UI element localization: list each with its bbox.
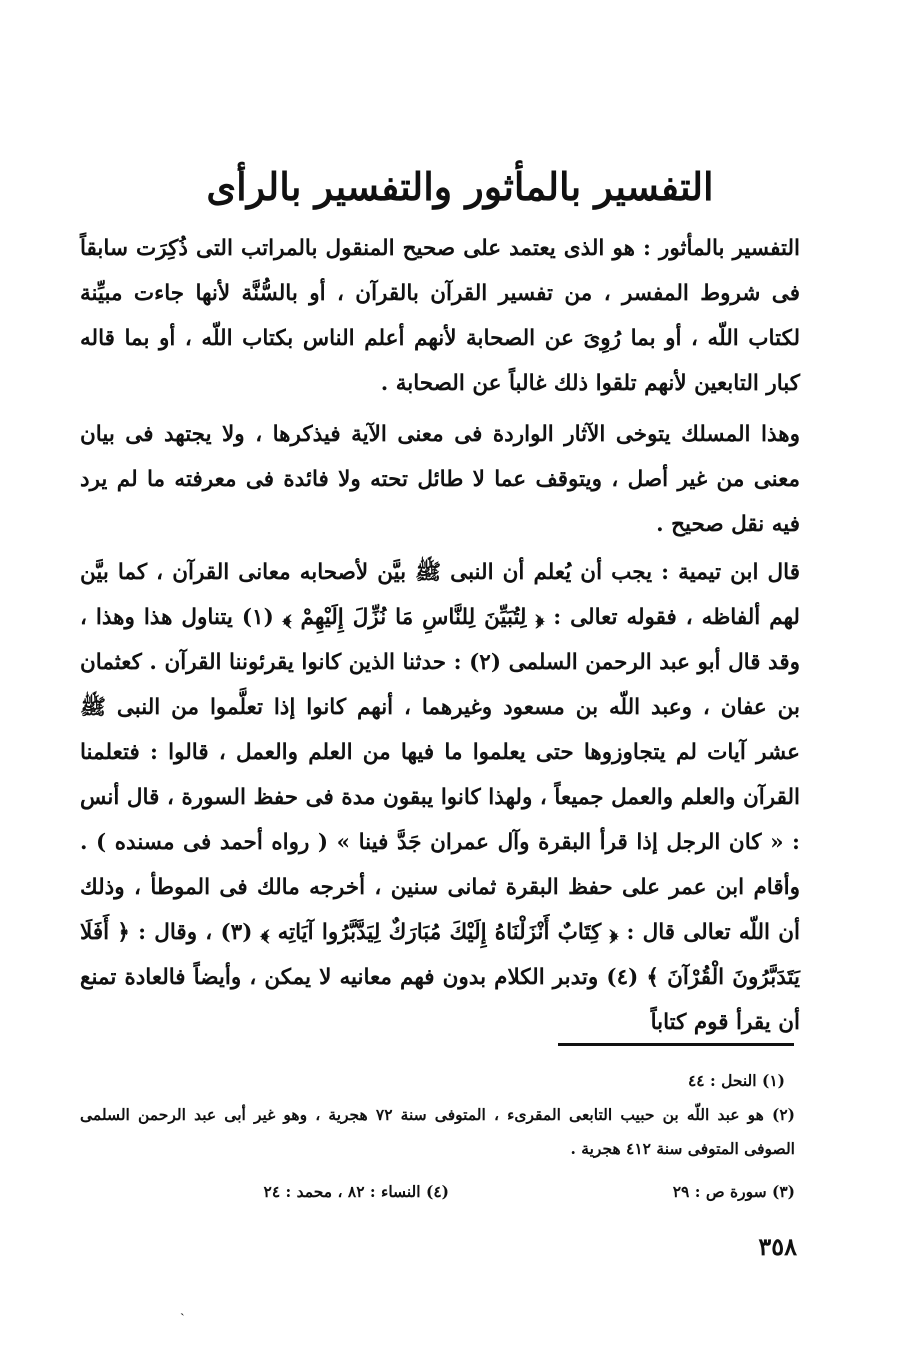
- footnote-2: (٢) هو عبد اللّه بن حبيب التابعى المقرىء ، المتوفى سنة ٧٢ هجرية ، وهو غير أبى عبد الرحمن السلمى الصوفى المتوفى سنة ٤١٢ هجرية .: [80, 1105, 796, 1158]
- paragraph-1: التفسير بالمأثور : هو الذى يعتمد على صحيح المنقول بالمراتب التى ذُكِرَت سابقاً فى شروط المفسر ، من تفسير القرآن بالقرآن ، أو بالسُّنَّة لأنها جاءت مبيِّنة لكتاب اللّه ، أو بما رُوِىَ عن الصحابة لأنهم أعلم الناس بكتاب اللّه ، أو بما قاله كبار التابعين لأنهم تلقوا ذلك غالباً عن الصحابة .: [80, 236, 800, 396]
- footnote-3: (٣) سورة ص : ٢٩: [672, 1182, 795, 1201]
- footnote-separator: [558, 1043, 794, 1046]
- page-number: ٣٥٨: [758, 1232, 797, 1261]
- page-title: التفسير بالمأثور والتفسير بالرأى: [206, 164, 714, 209]
- paragraph-3: قال ابن تيمية : يجب أن يُعلم أن النبى ﷺ بيَّن لأصحابه معانى القرآن ، كما بيَّن لهم ألفاظه ، فقوله تعالى : ﴿ لِتُبَيِّنَ لِلنَّاسِ مَا نُزِّلَ إِلَيْهِمْ ﴾ (١) يتناول هذا وهذا ، وقد قال أبو عبد الرحمن السلمى (٢) : حدثنا الذين كانوا يقرئوننا القرآن . كعثمان بن عفان ، وعبد اللّه بن مسعود وغيرهما ، أنهم كانوا إذا تعلَّموا من النبى ﷺ عشر آيات لم يتجاوزوها حتى يعلموا ما فيها من العلم والعمل ، قالوا : فتعلمنا القرآن والعلم والعمل جميعاً ، ولهذا كانوا يبقون مدة فى حفظ السورة ، قال أنس : « كان الرجل إذا قرأ البقرة وآل عمران جَدَّ فينا » ( رواه أحمد فى مسنده ) . وأقام ابن عمر على حفظ البقرة ثمانى سنين ، أخرجه مالك فى الموطأ ، وذلك أن اللّه تعالى قال : ﴿ كِتَابٌ أَنْزَلْنَاهُ إِلَيْكَ مُبَارَكٌ لِيَدَّبَّرُوا آيَاتِه ﴾ (٣) ، وقال : ﴿ أَفَلَا يَتَدَبَّرُونَ الْقُرْآنَ ﴾ (٤) وتدبر الكلام بدون فهم معانيه لا يمكن ، وأيضاً فالعادة تمنع أن يقرأ قوم كتاباً: [80, 560, 801, 1035]
- stray-ink-mark: ˴: [180, 1305, 185, 1321]
- paragraph-2: وهذا المسلك يتوخى الآثار الواردة فى معنى الآية فيذكرها ، ولا يجتهد فى بيان معنى من غير أصل ، ويتوقف عما لا طائل تحته ولا فائدة فى معرفته ما لم يرد فيه نقل صحيح .: [80, 422, 800, 537]
- footnote-1: (١) النحل : ٤٤: [687, 1071, 785, 1090]
- footnote-4: (٤) النساء : ٨٢ ، محمد : ٢٤: [263, 1182, 449, 1201]
